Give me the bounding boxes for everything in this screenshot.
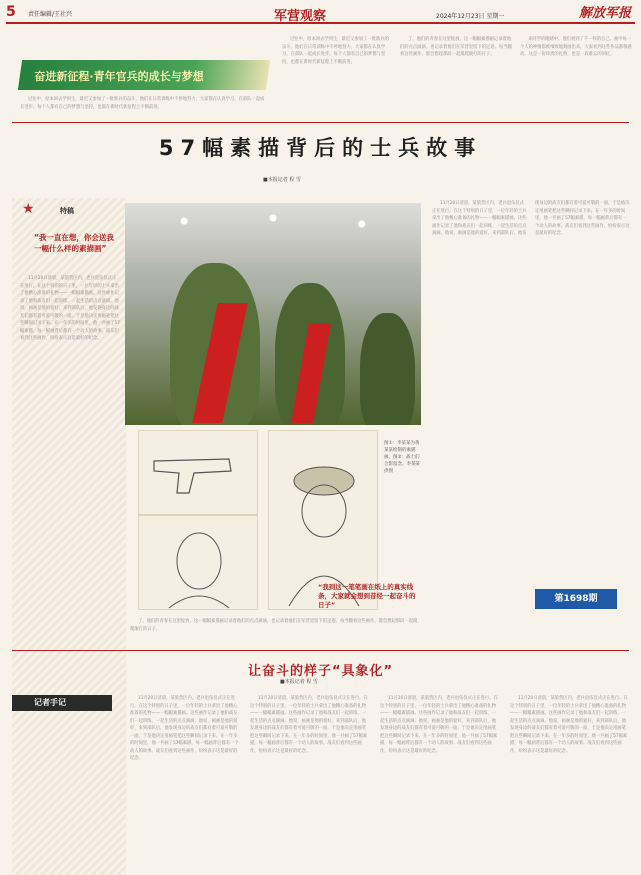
banner-text: 奋进新征程·青年官兵的成长与梦想 xyxy=(34,70,204,83)
text-column-bottom-1: 11月20日清晨，某旅营区内，老兵退伍仪式正在进行。在这个特别的日子里，一位年轻的士兵拿出了他精心准备的礼物——一幅幅素描画。这些画作记录了他和战友们一起训练、一起生活的点点滴滴。他说，画画是他的爱好，来到部队后，他发现身边的战友们都有着可爱可敬的一面，于是他决定用画笔把这些瞬间记录下来。在一年多的时间里，他一共画了57幅素描，每一幅画背后都有一个动人的故事。战友们看到这些画作，纷纷表示这是最好的纪念。 xyxy=(130,696,239,761)
photo-number-1: ① xyxy=(368,411,373,416)
issue-date: 2024年12月23日 星期一 xyxy=(436,13,505,20)
text-column-left: 11月20日清晨，某旅营区内，老兵退伍仪式正在进行。在这个特别的日子里，一位年轻的士兵拿出了他精心准备的礼物——一幅幅素描画。这些画作记录了他和战友们一起训练、一起生活的点点滴滴。他说，画画是他的爱好，来到部队后，他发现身边的战友们都有着可爱可敬的一面，于是他决定用画笔把这些瞬间记录下来。在一年多的时间里，他一共画了57幅素描，每一幅画背后都有一个动人的故事。战友们看到这些画作，纷纷表示这是最好的纪念。 xyxy=(20,276,120,341)
text-column-top-1: 过往中，原本回去学到生，最近又参加了一批新兵的奋斗，他们在日常训练中不停地努力，大家都在认真学习，在部队一起成长进步。每个人都有自己的梦想与坚持，也都在新时代新征程上不断前进。 xyxy=(282,37,389,65)
pistol-drawing xyxy=(139,431,259,516)
pull-quote-right: “我到这一笔笔画在纸上的真实线条，大家就会想到昔经一起奋斗的日子” xyxy=(318,583,416,609)
text-column-top-2: 了，他们的青春在这里绽放，这一幅幅素描画记录着他们的点点滴滴，也记录着他们在军营里留下的足迹。每当翻看这些画作，都会想起那段一起摸爬滚打的日子。 xyxy=(400,37,512,57)
sketch-caption: 图①：李某某为黄某某绘制的素描画。图②：战士们合影留念。李某某供图 xyxy=(384,441,420,474)
star-emblem-icon: ★ xyxy=(22,201,35,217)
divider-bottom xyxy=(12,650,629,651)
main-photo xyxy=(125,203,421,425)
text-column-bottom-3: 11月20日清晨，某旅营区内，老兵退伍仪式正在进行。在这个特别的日子里，一位年轻的士兵拿出了他精心准备的礼物——一幅幅素描画。这些画作记录了他和战友们一起训练、一起生活的点点滴滴。他说，画画是他的爱好，来到部队后，他发现身边的战友们都有着可爱可敬的一面，于是他决定用画笔把这些瞬间记录下来。在一年多的时间里，他一共画了57幅素描，每一幅画背后都有一个动人的故事。战友们看到这些画作，纷纷表示这是最好的纪念。 xyxy=(380,696,498,754)
main-headline: 57幅素描背后的士兵故事 xyxy=(158,136,483,160)
text-column-bottom-2: 11月20日清晨，某旅营区内，老兵退伍仪式正在进行。在这个特别的日子里，一位年轻的士兵拿出了他精心准备的礼物——一幅幅素描画。这些画作记录了他和战友们一起训练、一起生活的点点滴滴。他说，画画是他的爱好，来到部队后，他发现身边的战友们都有着可爱可敬的一面，于是他决定用画笔把这些瞬间记录下来。在一年多的时间里，他一共画了57幅素描，每一幅画背后都有一个动人的故事。战友们看到这些画作，纷纷表示这是最好的纪念。 xyxy=(250,696,368,754)
sub-headline: 让奋斗的样子“具象化” xyxy=(247,664,394,679)
soldier-figure-3 xyxy=(360,313,415,425)
text-column-mid: 了，他们的青春在这里绽放，这一幅幅素描画记录着他们的点点滴滴，也记录着他们在军营里留下的足迹。每当翻看这些画作，都会想起那段一起摸爬滚打的日子。 xyxy=(130,619,418,632)
soldier-sketch-left xyxy=(138,515,258,610)
sub-byline: ■本报记者 程 雪 xyxy=(280,679,318,685)
text-column-right: 11月20日清晨，某旅营区内，老兵退伍仪式正在进行。在这个特别的日子里，一位年轻的士兵拿出了他精心准备的礼物——一幅幅素描画。这些画作记录了他和战友们一起训练、一起生活的点点滴滴。他说，画画是他的爱好，来到部队后，他发现身边的战友们都有着可爱可敬的一面，于是他决定用画笔把这些瞬间记录下来。在一年多的时间里，他一共画了57幅素描，每一幅画背后都有一个动人的故事。战友们看到这些画作，纷纷表示这是最好的纪念。 xyxy=(432,201,630,236)
ceiling-lights xyxy=(125,203,421,263)
issue-badge: 第1698期 xyxy=(535,589,617,609)
newspaper-logo: 解放军报 xyxy=(578,6,631,21)
pistol-sketch xyxy=(138,430,258,515)
page-header xyxy=(6,4,635,24)
pull-quote-left: “我一直在想，你会送我一幅什么样的素描画” xyxy=(34,233,114,253)
text-column-top-0: 过往中，原本回去学到生，最近又参加了一批新兵的奋斗，他们在日常训练中不停地努力，大家都在认真学习，在部队一起成长进步。每个人都有自己的梦想与坚持，也都在新时代新征程上不断前进。 xyxy=(20,97,265,110)
reporter-note-label: 记者手记 xyxy=(12,695,112,711)
byline: ■本报记者 程 雪 xyxy=(263,177,301,183)
topic-banner xyxy=(18,60,270,90)
divider-top xyxy=(12,122,629,123)
editor-credit: 责任编辑/王社兴 xyxy=(28,11,73,18)
page-number: 5 xyxy=(6,4,16,20)
text-column-top-3: 来同学的眼睛中，他们看到了不一样的自己。画中每一个人的神情都被细致地刻画出来，大家看到这些作品都很感动。这是一份珍贵的礼物，也是一段难忘的回忆。 xyxy=(520,37,632,57)
soldier-portrait-drawing xyxy=(139,516,259,611)
special-label: 特稿 xyxy=(60,207,74,215)
section-title: 军营观察 xyxy=(274,9,327,24)
text-column-bottom-4: 11月20日清晨，某旅营区内，老兵退伍仪式正在进行。在这个特别的日子里，一位年轻的士兵拿出了他精心准备的礼物——一幅幅素描画。这些画作记录了他和战友们一起训练、一起生活的点点滴滴。他说，画画是他的爱好，来到部队后，他发现身边的战友们都有着可爱可敬的一面，于是他决定用画笔把这些瞬间记录下来。在一年多的时间里，他一共画了57幅素描，每一幅画背后都有一个动人的故事。战友们看到这些画作，纷纷表示这是最好的纪念。 xyxy=(510,696,628,754)
